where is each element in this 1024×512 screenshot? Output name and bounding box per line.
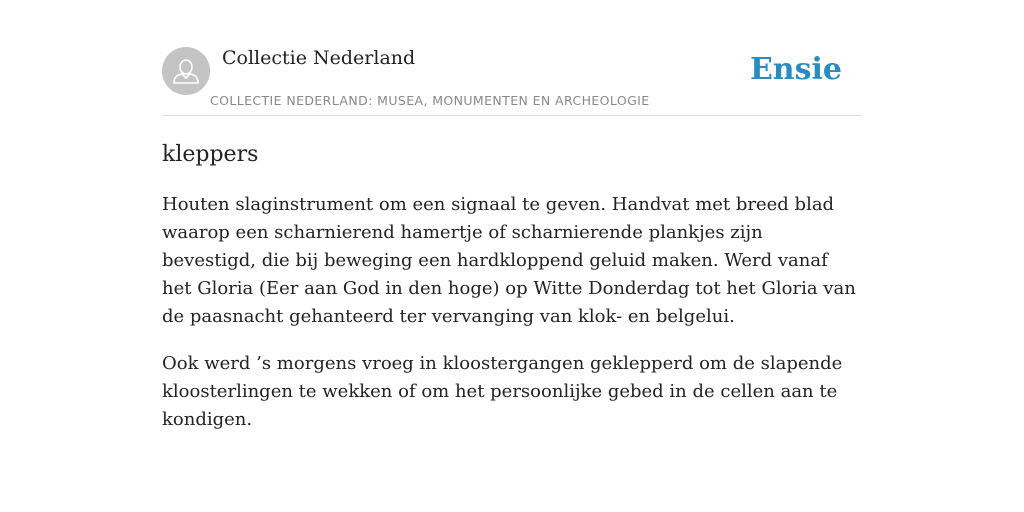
entry-paragraph: Houten slaginstrument om een signaal te geven. Handvat met breed blad waarop een scharnierend hamertje of scharnierende plankjes zijn bevestigd, die bij beweging een hardkloppend geluid maken. Werd vanaf het Gloria (Eer aan God in den hoge) op Witte Donderdag tot het Gloria van de paasnacht gehanteerd ter vervanging van klok- en belgelui. — [162, 194, 856, 327]
entry-paragraph: Ook werd ’s morgens vroeg in kloostergangen geklepperd om de slapende kloosterlingen te wekken of om het persoonlijke gebed in de cellen aan te kondigen. — [162, 353, 843, 430]
entry-title: kleppers — [162, 142, 259, 167]
avatar[interactable] — [162, 47, 210, 95]
entry-header — [162, 46, 862, 116]
author-name[interactable]: Collectie Nederland — [222, 47, 416, 69]
entry-card — [162, 46, 862, 434]
source-label[interactable]: COLLECTIE NEDERLAND: MUSEA, MONUMENTEN EN ARCHEOLOGIE — [210, 93, 650, 108]
brand-logo[interactable]: Ensie — [749, 52, 842, 87]
user-silhouette-icon — [162, 47, 210, 95]
